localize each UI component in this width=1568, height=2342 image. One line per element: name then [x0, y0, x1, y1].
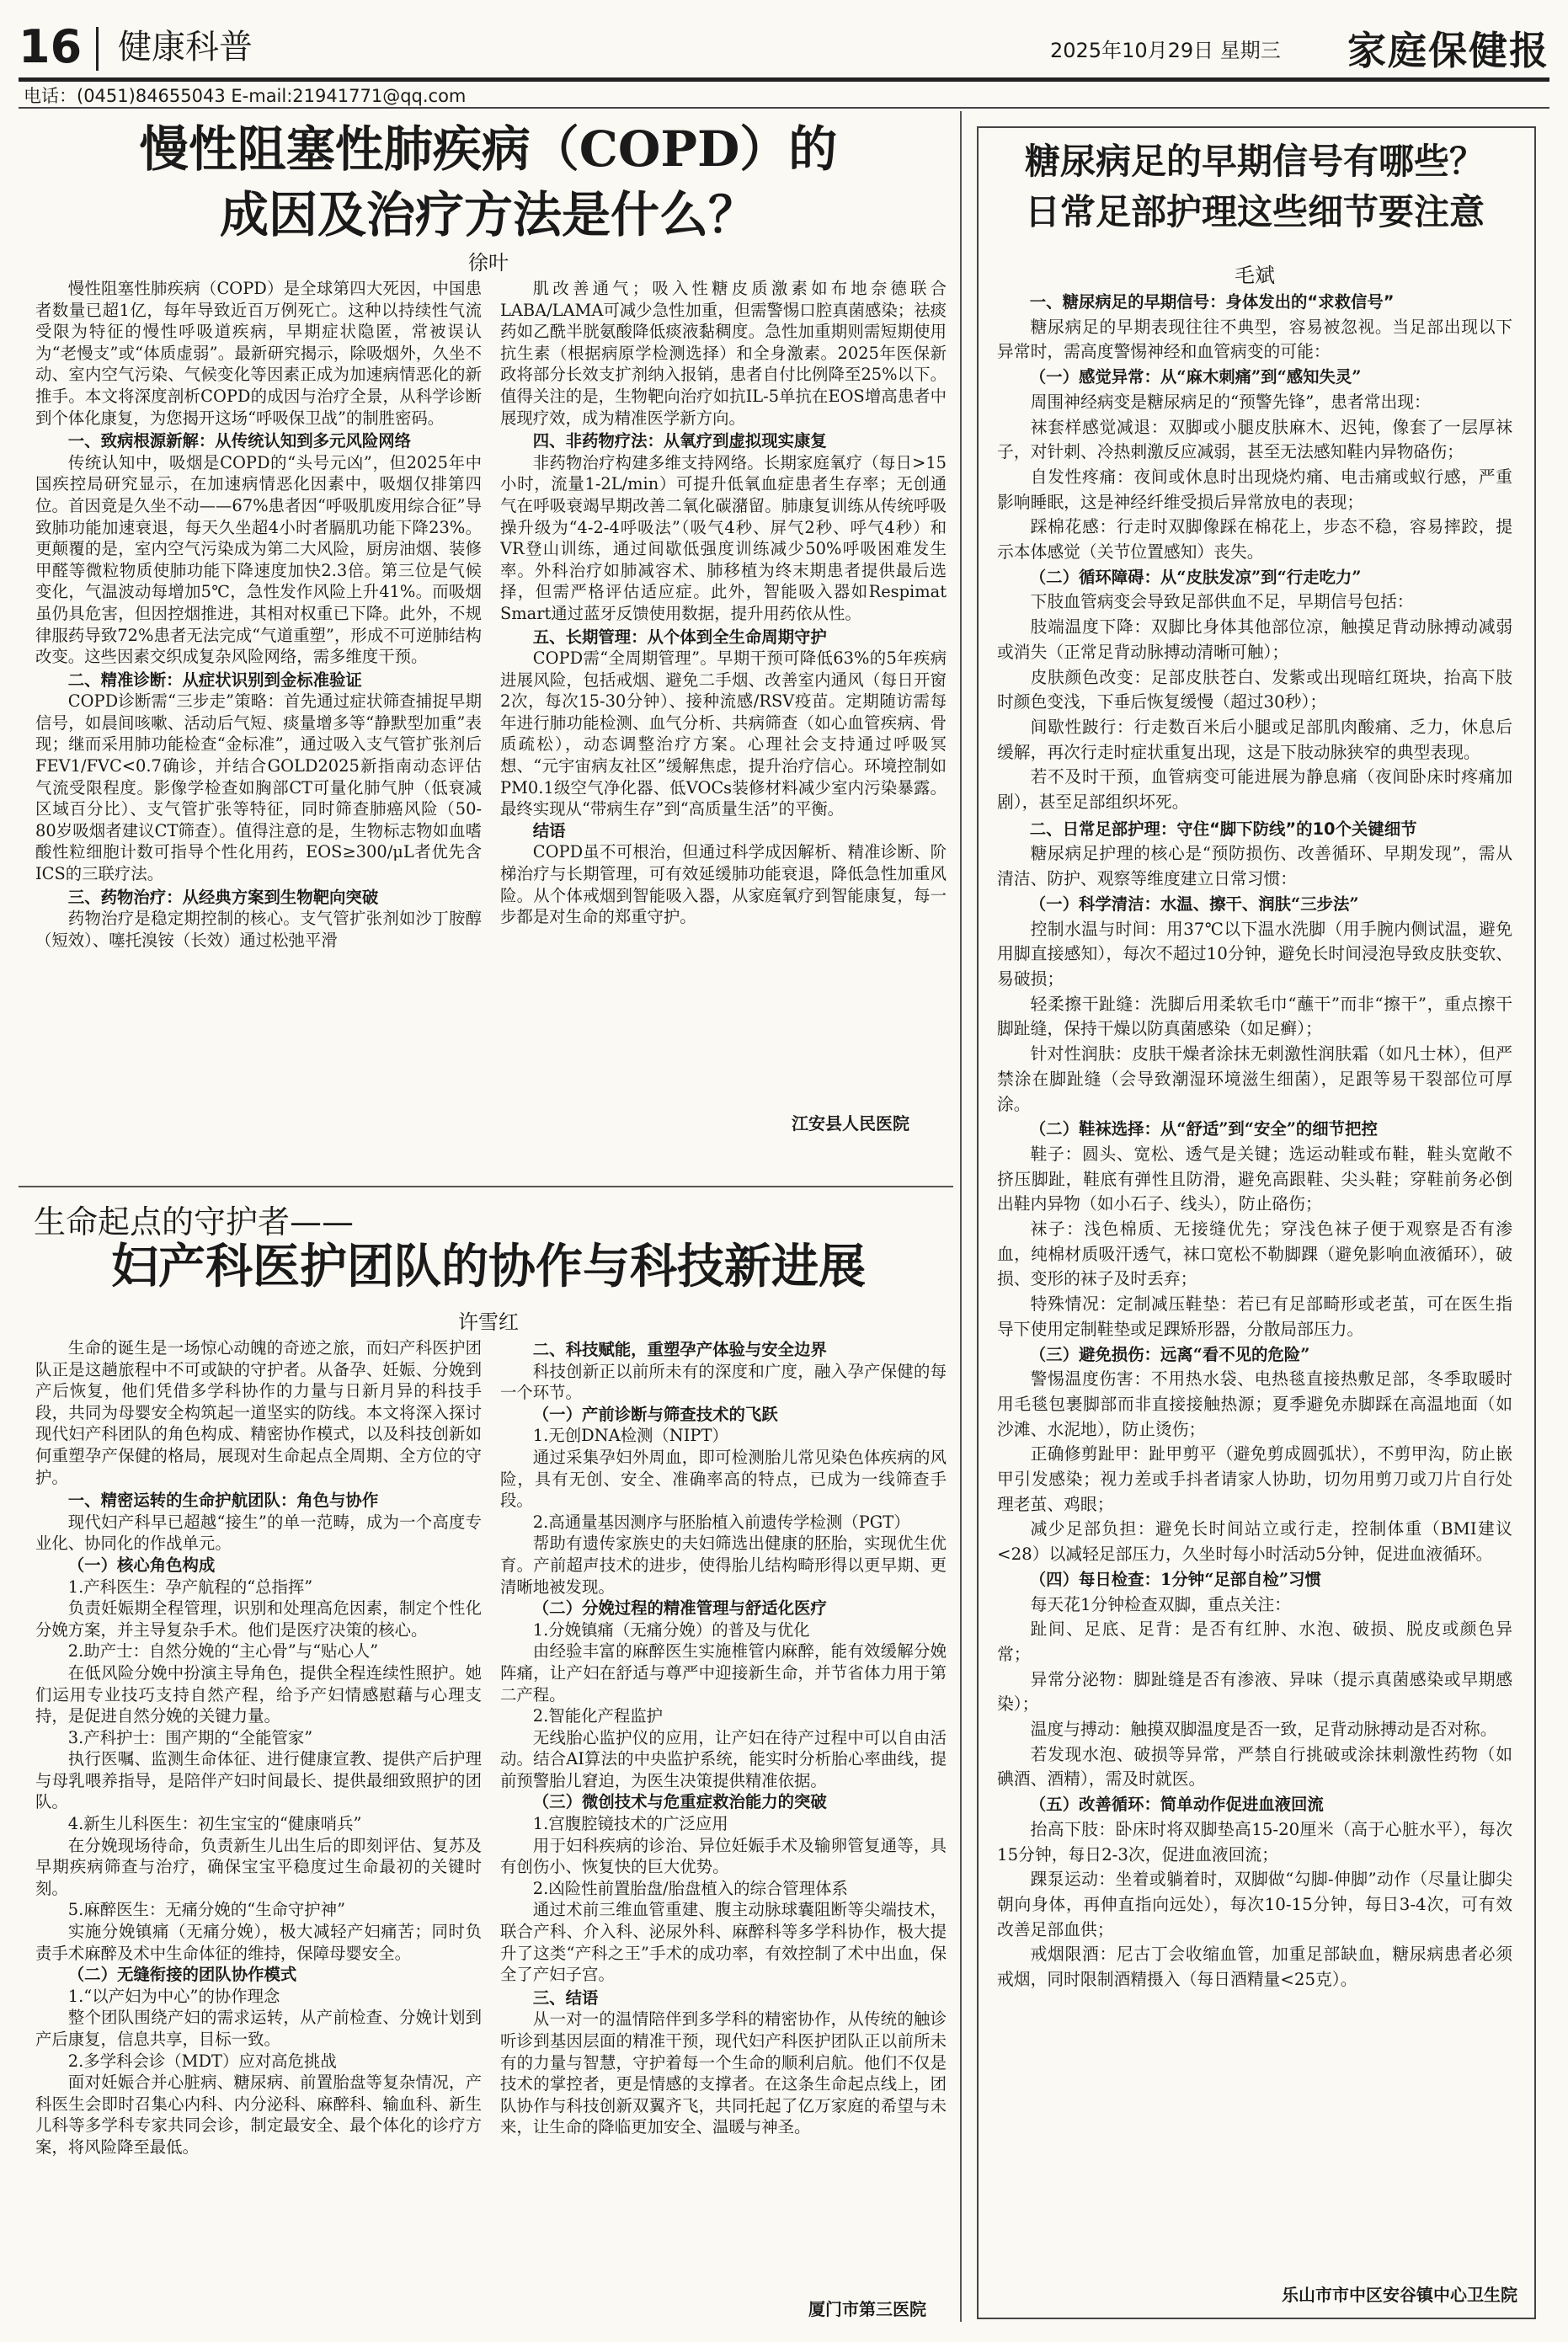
section-heading: 二、科技赋能，重塑孕产体验与安全边界 [532, 1340, 827, 1359]
section-heading: 结语 [532, 820, 566, 840]
diabetic-author: 毛斌 [1235, 264, 1275, 287]
paragraph: 肢端温度下降：双脚比身体其他部位凉，触摸足背动脉搏动减弱或消失（正常足背动脉搏动清晰可触）； [997, 617, 1512, 662]
obstetrics-signature: 厦门市第三医院 [808, 2299, 926, 2319]
section-heading: 一、致病根源新解：从传统认知到多元风险网络 [67, 431, 411, 451]
paragraph: 糖尿病足护理的核心是“预防损伤、改善循环、早期发现”，需从清洁、防护、观察等维度建立日常习惯： [997, 844, 1512, 889]
paragraph: 无线胎心监护仪的应用，让产妇在待产过程中可以自由活动。结合AI算法的中央监护系统，能实时分析胎心率曲线，提前预警胎儿窘迫，为医生决策提供精准依据。 [500, 1727, 947, 1790]
paragraph: 1.宫腹腔镜技术的广泛应用 [532, 1814, 728, 1834]
obstetrics-title: 妇产科医护团队的协作与科技新进展 [111, 1239, 866, 1294]
paragraph: 肌改善通气；吸入性糖皮质激素如布地奈德联合LABA/LAMA可减少急性加重，但需警惕口腔真菌感染；祛痰药如乙酰半胱氨酸降低痰液黏稠度。急性加重期则需短期使用抗生素（根据病原学检测选择）和全身激素。2025年医保新政将部分长效支扩剂纳入报销，患者自付比例降至25%以下。值得关注的是，生物靶向治疗如抗IL-5单抗在EOS增高患者中展现疗效，成为精准医学新方向。 [500, 279, 947, 428]
paragraph: 警惕温度伤害：不用热水袋、电热毯直接热敷足部，冬季取暖时用毛毯包裹脚部而非直接接触热源；夏季避免赤脚踩在高温地面（如沙滩、水泥地），防止烫伤； [997, 1369, 1512, 1439]
paragraph: 2.凶险性前置胎盘/胎盘植入的综合管理体系 [532, 1878, 848, 1898]
paragraph: 自发性疼痛：夜间或休息时出现烧灼痛、电击痛或蚁行感，严重影响睡眠，这是神经纤维受损后异常放电的表现； [997, 467, 1512, 512]
paragraph: 2.高通量基因测序与胚胎植入前遗传学检测（PGT） [532, 1512, 910, 1532]
paragraph: 慢性阻塞性肺疾病（COPD）是全球第四大死因，中国患者数量已超1亿，每年导致近百万例死亡。这种以持续性气流受限为特征的慢性呼吸道疾病，早期症状隐匿，常被误认为“老慢支”或“体质虚弱”。最新研究揭示，除吸烟外，久坐不动、室内空气污染、气候变化等因素正成为加速病情恶化的新推手。本文将深度剖析COPD的成因与治疗全景，从科学诊断到个体化康复，为您揭开这场“呼吸保卫战”的制胜密码。 [35, 279, 482, 428]
section-heading: 一、精密运转的生命护航团队：角色与协作 [67, 1491, 379, 1511]
paragraph: 执行医嘱、监测生命体征、进行健康宣教、提供产后护理与母乳喂养指导，是陪伴产妇时间最长、提供最细致照护的团队。 [35, 1749, 482, 1812]
section-heading: 三、药物治疗：从经典方案到生物靶向突破 [67, 887, 379, 907]
paragraph: 2.助产士：自然分娩的“主心骨”与“贴心人” [67, 1641, 379, 1662]
paragraph: 科技创新正以前所未有的深度和广度，融入孕产保健的每一个环节。 [500, 1361, 947, 1403]
issue-date: 2025年10月29日 星期三 [1050, 39, 1281, 62]
section-heading: （一）科学清洁：水温、擦干、润肤“三步法” [1029, 894, 1359, 914]
paragraph: 负责妊娠期全程管理，识别和处理高危因素，制定个性化分娩方案，并主导复杂手术。他们是医疗决策的核心。 [35, 1598, 482, 1640]
section-heading: 二、精准诊断：从症状识别到金标准验证 [67, 670, 362, 690]
paragraph: 从一对一的温情陪伴到多学科的精密协作，从传统的触诊听诊到基因层面的精准干预，现代妇产科医护团队正以前所未有的力量与智慧，守护着每一个生命的顺利启航。他们不仅是技术的掌控者，更是情感的支撑者。在这条生命起点线上，团队协作与科技创新双翼齐飞，共同托起了亿万家庭的希望与未来，让生命的降临更加安全、温暖与神圣。 [500, 2009, 947, 2137]
obstetrics-author: 许雪红 [458, 1310, 519, 1334]
paragraph: 皮肤颜色改变：足部皮肤苍白、发紫或出现暗红斑块，抬高下肢时颜色变浅，下垂后恢复缓慢（超过30秒）； [997, 667, 1512, 712]
paragraph: 用于妇科疾病的诊治、异位妊娠手术及输卵管复通等，具有创伤小、恢复快的巨大优势。 [500, 1835, 947, 1877]
paragraph: 每天花1分钟检查双脚，重点关注： [1030, 1594, 1291, 1614]
paragraph: 异常分泌物：脚趾缝是否有渗液、异味（提示真菌感染或早期感染）； [997, 1669, 1512, 1715]
paragraph: 2.智能化产程监护 [532, 1706, 664, 1726]
paper-name: 家庭保健报 [1347, 28, 1549, 73]
paragraph: 间歇性跛行：行走数百米后小腿或足部肌肉酸痛、乏力，休息后缓解，再次行走时症状重复出现，这是下肢动脉狭窄的典型表现。 [997, 717, 1512, 762]
paragraph: 温度与搏动：触摸双脚温度是否一致，足背动脉搏动是否对称。 [1030, 1720, 1497, 1740]
section-heading: 四、非药物疗法：从氧疗到虚拟现实康复 [532, 431, 827, 451]
paragraph: 在低风险分娩中扮演主导角色，提供全程连续性照护。她们运用专业技巧支持自然产程，给予产妇情感慰藉与心理支持，是促进自然分娩的关键力量。 [35, 1662, 482, 1726]
paragraph: COPD需“全周期管理”。早期干预可降低63%的5年疾病进展风险，包括戒烟、避免二手烟、改善室内通风（每日开窗2次，每次15-30分钟）、接种流感/RSV疫苗。定期随访需每年进行肺功能检测、血气分析、共病筛查（如心血管疾病、骨质疏松），动态调整治疗方案。心理社会支持通过呼吸冥想、“元宇宙病友社区”缓解焦虑，提升治疗信心。环境控制如PM0.1级空气净化器、低VOCs装修材料减少室内污染暴露。最终实现从“带病生存”到“高质量生活”的平衡。 [500, 648, 947, 819]
section-heading: （三）微创技术与危重症救治能力的突破 [532, 1792, 827, 1812]
section-heading: （一）产前诊断与筛查技术的飞跃 [532, 1404, 778, 1424]
paragraph: 正确修剪趾甲：趾甲剪平（避免剪成圆弧状），不剪甲沟，防止嵌甲引发感染；视力差或手抖者请家人协助，切勿用剪刀或刀片自行处理老茧、鸡眼； [997, 1444, 1512, 1514]
obstetrics-column-1 [35, 1337, 482, 2323]
section-heading: 一、糖尿病足的早期信号：身体发出的“求救信号” [1029, 292, 1395, 312]
paragraph: 袜套样感觉减退：双脚或小腿皮肤麻木、迟钝，像套了一层厚袜子，对针刺、冷热刺激反应减弱，甚至无法感知鞋内异物硌伤； [997, 417, 1512, 462]
contact-info: 电话：(0451)84655043 E-mail:21941771@qq.com [24, 86, 467, 106]
article-divider [19, 1186, 953, 1187]
paragraph: 戒烟限酒：尼古丁会收缩血管，加重足部缺血，糖尿病患者必须戒烟，同时限制酒精摄入（每日酒精量<25克）。 [997, 1945, 1512, 1990]
diabetic-title-line1: 糖尿病足的早期信号有哪些？ [1024, 141, 1485, 182]
copd-author: 徐叶 [468, 251, 509, 275]
copd-column-1 [35, 278, 482, 1150]
paragraph: 帮助有遗传家族史的夫妇筛选出健康的胚胎，实现优生优育。产前超声技术的进步，使得胎儿结构畸形得以更早期、更清晰地被发现。 [500, 1534, 947, 1597]
masthead-rule [19, 77, 1549, 82]
paragraph: 2.多学科会诊（MDT）应对高危挑战 [67, 2051, 337, 2071]
copd-title-line2: 成因及治疗方法是什么？ [219, 186, 757, 243]
obstetrics-column-2 [500, 1337, 947, 2289]
diabetic-title [979, 136, 1531, 237]
paragraph: 周围神经病变是糖尿病足的“预警先锋”，患者常出现： [1030, 392, 1431, 412]
paragraph: 1.产科医生：孕产航程的“总指挥” [67, 1576, 313, 1597]
paragraph: 非药物治疗构建多维支持网络。长期家庭氧疗（每日>15小时，流量1-2L/min）可提升低氧血症患者生存率；无创通气在呼吸衰竭早期改善二氧化碳潴留。肺康复训练从传统呼吸操升级为“4-2-4呼吸法”（吸气4秒、屏气2秒、呼气4秒）和VR登山训练，通过间歇低强度训练减少50%呼吸困难发生率。外科治疗如肺减容术、肺移植为终末期患者提供最后选择，但需严格评估适应症。此外，智能吸入器如Respimat Smart通过蓝牙反馈使用数据，提升用药依从性。 [500, 452, 947, 623]
paragraph: 整个团队围绕产妇的需求运转，从产前检查、分娩计划到产后康复，信息共享，目标一致。 [35, 2008, 482, 2049]
paragraph: 轻柔擦干趾缝：洗脚后用柔软毛巾“蘸干”而非“擦干”，重点擦干脚趾缝，保持干燥以防真菌感染（如足癣）； [997, 994, 1512, 1039]
paragraph: 下肢血管病变会导致足部供血不足，早期信号包括： [1030, 592, 1414, 612]
paragraph: 5.麻醉医生：无痛分娩的“生命守护神” [67, 1900, 345, 1920]
paragraph: 趾间、足底、足背：是否有红肿、水泡、破损、脱皮或颜色异常； [997, 1619, 1512, 1664]
copd-title [34, 116, 943, 248]
diabetic-foot-article [977, 126, 1536, 2319]
paragraph: 控制水温与时间：用37℃以下温水洗脚（用手腕内侧试温，避免用脚直接感知），每次不超过10分钟，避免长时间浸泡导致皮肤变软、易破损； [997, 919, 1512, 989]
diabetic-body [997, 288, 1512, 2275]
section-heading: （二）分娩过程的精准管理与舒适化医疗 [532, 1598, 827, 1619]
section-heading: （二）循环障碍：从“皮肤发凉”到“行走吃力” [1029, 567, 1362, 587]
paragraph: 3.产科护士：围产期的“全能管家” [67, 1727, 313, 1747]
paragraph: COPD虽不可根治，但通过科学成因解析、精准诊断、阶梯治疗与长期管理，可有效延缓肺功能衰退，降低急性加重风险。从个体戒烟到智能吸入器，从家庭氧疗到智能康复，每一步都是对生命的郑重守护。 [500, 842, 947, 927]
section-heading: （二）鞋袜选择：从“舒适”到“安全”的细节把控 [1029, 1119, 1378, 1139]
paragraph: 面对妊娠合并心脏病、糖尿病、前置胎盘等复杂情况，产科医生会即时召集心内科、内分泌科、麻醉科、输血科、新生儿科等多学科专家共同会诊，制定最安全、最个体化的诊疗方案，将风险降至最低。 [35, 2073, 482, 2157]
paragraph: 由经验丰富的麻醉医生实施椎管内麻醉，能有效缓解分娩阵痛，让产妇在舒适与尊严中迎接新生命，并节省体力用于第二产程。 [500, 1641, 947, 1704]
diabetic-signature: 乐山市市中区安谷镇中心卫生院 [1282, 2285, 1517, 2305]
copd-column-2 [500, 278, 947, 1103]
paragraph: 袜子：浅色棉质、无接缝优先；穿浅色袜子便于观察是否有渗血，纯棉材质吸汗透气，袜口宽松不勒脚踝（避免影响血液循环），破损、变形的袜子及时丢弃； [997, 1219, 1512, 1289]
copd-signature: 江安县人民医院 [792, 1113, 909, 1134]
masthead [19, 19, 1549, 76]
paragraph: 特殊情况：定制减压鞋垫：若已有足部畸形或老茧，可在医生指导下使用定制鞋垫或足踝矫形器，分散局部压力。 [997, 1294, 1512, 1339]
masthead-divider [96, 27, 99, 71]
column-divider [960, 111, 962, 2322]
paragraph: 针对性润肤：皮肤干燥者涂抹无刺激性润肤霜（如凡士林），但严禁涂在脚趾缝（会导致潮湿环境滋生细菌），足跟等易干裂部位可厚涂。 [997, 1044, 1512, 1114]
paragraph: 糖尿病足的早期表现往往不典型，容易被忽视。当足部出现以下异常时，需高度警惕神经和血管病变的可能： [997, 317, 1512, 362]
paragraph: 现代妇产科早已超越“接生”的单一范畴，成为一个高度专业化、协同化的作战单元。 [35, 1512, 482, 1554]
paragraph: 1.分娩镇痛（无痛分娩）的普及与优化 [532, 1619, 810, 1640]
section-heading: （二）无缝衔接的团队协作模式 [67, 1965, 297, 1985]
paragraph: 若发现水泡、破损等异常，严禁自行挑破或涂抹刺激性药物（如碘酒、酒精），需及时就医。 [997, 1744, 1512, 1790]
section-title: 健康科普 [118, 28, 253, 67]
paragraph: 通过采集孕妇外周血，即可检测胎儿常见染色体疾病的风险，具有无创、安全、准确率高的特点，已成为一线筛查手段。 [500, 1447, 947, 1511]
paragraph: 抬高下肢：卧床时将双脚垫高15-20厘米（高于心脏水平），每次15分钟，每日2-3次，促进血液回流； [997, 1819, 1512, 1865]
section-heading: 三、结语 [532, 1987, 599, 2008]
obstetrics-kicker: 生命起点的守护者—— [34, 1203, 355, 1240]
section-heading: （一）感觉异常：从“麻木刺痛”到“感知失灵” [1029, 367, 1362, 387]
copd-title-line1: 慢性阻塞性肺疾病（COPD）的 [139, 120, 838, 178]
section-heading: （一）核心角色构成 [67, 1555, 216, 1575]
paragraph: COPD诊断需“三步走”策略：首先通过症状筛查捕捉早期信号，如晨间咳嗽、活动后气短、痰量增多等“静默型加重”表现；继而采用肺功能检查“金标准”，通过吸入支气管扩张剂后FEV1/FVC<0.7确诊，并结合GOLD2025新指南动态评估气流受限程度。影像学检查如胸部CT可量化肺气肿（低衰减区域百分比）、支气管扩张等特征，同时筛查肺癌风险（50-80岁吸烟者建议CT筛查）。值得注意的是，生物标志物如血嗜酸性粒细胞计数可指导个性化用药，EOS≥300/μL者优先含ICS的三联疗法。 [35, 691, 482, 884]
page-number: 16 [19, 20, 83, 73]
paragraph: 通过术前三维血管重建、腹主动脉球囊阻断等尖端技术，联合产科、介入科、泌尿外科、麻醉科等多学科协作，极大提升了这类“产科之王”手术的成功率，有效控制了术中出血，保全了产妇子宫。 [500, 1900, 947, 1985]
paragraph: 踝泵运动：坐着或躺着时，双脚做“勾脚-伸脚”动作（尽量让脚尖朝向身体，再伸直指向远处），每次10-15分钟，每日3-4次，可有效改善足部血供； [997, 1870, 1512, 1939]
section-heading: （四）每日检查：1分钟“足部自检”习惯 [1029, 1569, 1321, 1589]
paragraph: 减少足部负担：避免长时间站立或行走，控制体重（BMI建议<28）以减轻足部压力，久坐时每小时活动5分钟，促进血液循环。 [997, 1519, 1512, 1565]
paragraph: 踩棉花感：行走时双脚像踩在棉花上，步态不稳，容易摔跤，提示本体感觉（关节位置感知）丧失。 [997, 517, 1512, 563]
paragraph: 4.新生儿科医生：初生宝宝的“健康哨兵” [67, 1814, 362, 1834]
paragraph: 1.“以产妇为中心”的协作理念 [67, 1986, 280, 2006]
contact-rule [19, 107, 1549, 109]
paragraph: 1.无创DNA检测（NIPT） [532, 1426, 728, 1446]
section-heading: （三）避免损伤：远离“看不见的危险” [1029, 1344, 1310, 1364]
paragraph: 若不及时干预，血管病变可能进展为静息痛（夜间卧床时疼痛加剧），甚至足部组织坏死。 [997, 767, 1512, 813]
section-heading: （五）改善循环：简单动作促进血液回流 [1029, 1795, 1324, 1815]
section-heading: 五、长期管理：从个体到全生命周期守护 [532, 627, 827, 647]
paragraph: 在分娩现场待命，负责新生儿出生后的即刻评估、复苏及早期疾病筛查与治疗，确保宝宝平稳度过生命最初的关键时刻。 [35, 1835, 482, 1898]
section-heading: 二、日常足部护理：守住“脚下防线”的10个关键细节 [1029, 819, 1417, 839]
paragraph: 传统认知中，吸烟是COPD的“头号元凶”，但2025年中国疾控局研究显示，在加速病情恶化因素中，吸烟仅排第四位。首因竟是久坐不动——67%患者因“呼吸肌废用综合征”导致肺功能加速衰退，每天久坐超4小时者膈肌功能下降23%。更颠覆的是，室内空气污染成为第二大风险，厨房油烟、装修甲醛等微粒物质使肺功能下降速度加快2.3倍。第三位是气候变化，气温波动每增加5℃，急性发作风险上升41%。而吸烟虽仍具危害，但因控烟推进，其相对权重已下降。此外，不规律服药导致72%患者无法完成“气道重塑”，形成不可逆肺结构改变。这些因素交织成复杂风险网络，需多维度干预。 [35, 452, 482, 667]
diabetic-title-line2: 日常足部护理这些细节要注意 [1024, 191, 1485, 232]
paragraph: 药物治疗是稳定期控制的核心。支气管扩张剂如沙丁胺醇（短效）、噻托溴铵（长效）通过松弛平滑 [35, 909, 482, 950]
paragraph: 鞋子：圆头、宽松、透气是关键；选运动鞋或布鞋，鞋头宽敞不挤压脚趾，鞋底有弹性且防滑，避免高跟鞋、尖头鞋；穿鞋前务必倒出鞋内异物（如小石子、线头），防止硌伤； [997, 1144, 1512, 1214]
paragraph: 实施分娩镇痛（无痛分娩），极大减轻产妇痛苦；同时负责手术麻醉及术中生命体征的维持，保障母婴安全。 [35, 1922, 482, 1963]
paragraph: 生命的诞生是一场惊心动魄的奇迹之旅，而妇产科医护团队正是这趟旅程中不可或缺的守护者。从备孕、妊娠、分娩到产后恢复，他们凭借多学科协作的力量与日新月异的科技手段，共同为母婴安全构筑起一道坚实的防线。本文将深入探讨现代妇产科团队的角色构成、精密协作模式，以及科技创新如何重塑孕产保健的格局，展现对生命起点全周期、全方位的守护。 [35, 1338, 482, 1487]
